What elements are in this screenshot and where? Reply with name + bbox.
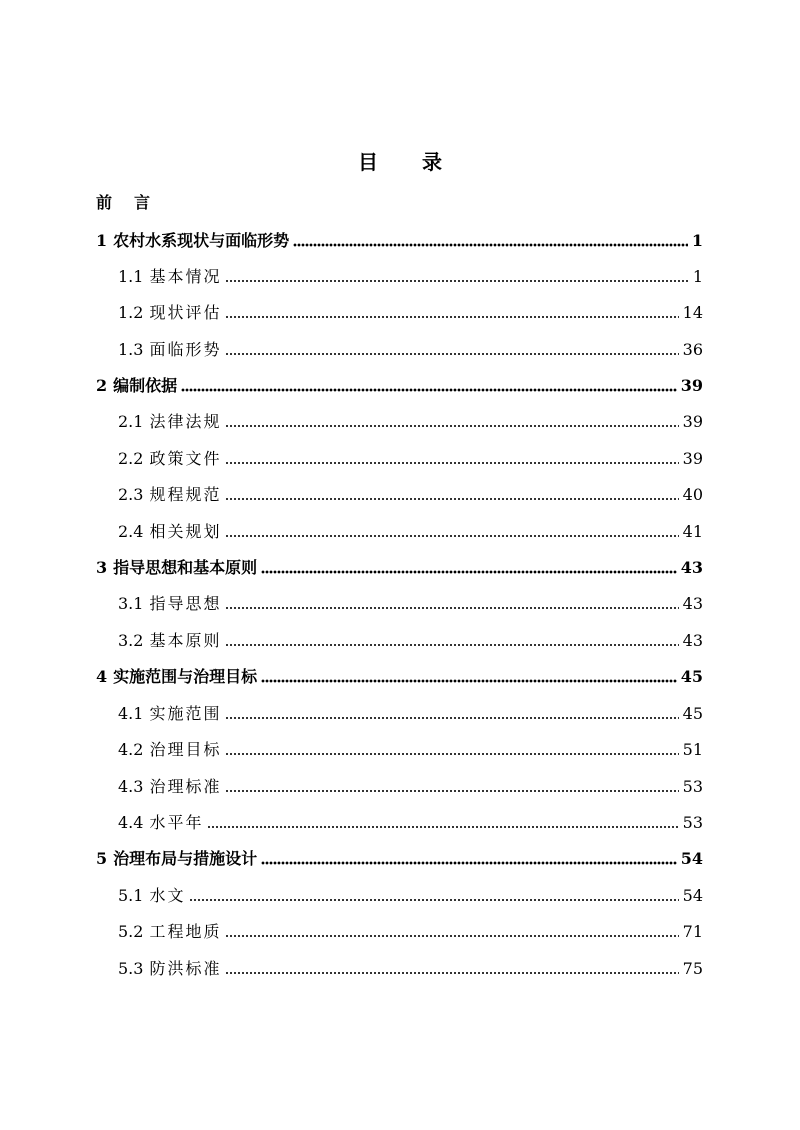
toc-entry-4-3[interactable] (118, 772, 703, 796)
dot-leader (225, 461, 678, 465)
dot-leader (225, 789, 678, 793)
toc-page-number: 53 (682, 777, 703, 796)
page-title (0, 146, 800, 175)
toc-number: 3.2 (118, 631, 144, 650)
toc-label: 农村水系现状与面临形势 (113, 231, 290, 250)
toc-page-number: 14 (682, 303, 703, 322)
toc-label: 基本情况 (149, 267, 222, 286)
toc-label: 政策文件 (149, 449, 222, 468)
toc-number: 2.3 (118, 485, 144, 504)
toc-entry-1-1[interactable] (118, 262, 703, 286)
toc-number: 4 (96, 667, 108, 686)
toc-entry-4[interactable] (96, 662, 703, 686)
dot-leader (225, 315, 678, 319)
toc-label: 水文 (149, 886, 186, 905)
dot-leader (225, 497, 678, 501)
toc-number: 3.1 (118, 594, 144, 613)
toc-label: 指导思想 (149, 594, 222, 613)
toc-number: 3 (96, 558, 108, 577)
toc-entry-2-3[interactable] (118, 480, 703, 504)
toc-page-number: 45 (680, 667, 703, 686)
dot-leader (225, 534, 678, 538)
toc-entry-1-3[interactable] (118, 335, 703, 359)
toc-page-number: 39 (680, 376, 703, 395)
toc-page-number: 39 (682, 412, 703, 431)
toc-page-number: 41 (682, 522, 703, 541)
toc-number: 5.3 (118, 959, 144, 978)
toc-number: 4.4 (118, 813, 144, 832)
dot-leader (225, 971, 678, 975)
toc-label: 工程地质 (149, 922, 222, 941)
toc-label: 实施范围 (149, 704, 222, 723)
toc-page-number: 36 (682, 340, 703, 359)
toc-page-number: 39 (682, 449, 703, 468)
toc-page-number: 43 (682, 631, 703, 650)
dot-leader (225, 716, 678, 720)
dot-leader (225, 424, 678, 428)
toc-label: 法律法规 (149, 412, 222, 431)
toc-number: 2.2 (118, 449, 144, 468)
toc-label: 治理布局与措施设计 (113, 849, 258, 868)
toc-label: 治理目标 (149, 740, 222, 759)
dot-leader (225, 643, 678, 647)
dot-leader (261, 861, 677, 865)
toc-number: 2.4 (118, 522, 144, 541)
toc-label: 实施范围与治理目标 (113, 667, 258, 686)
toc-number: 2.1 (118, 412, 144, 431)
toc-label: 规程规范 (149, 485, 222, 504)
dot-leader (225, 752, 678, 756)
toc-page-number: 54 (682, 886, 703, 905)
toc-number: 5.2 (118, 922, 144, 941)
toc-number: 1.3 (118, 340, 144, 359)
preface-heading[interactable]: 前言 (96, 193, 173, 212)
dot-leader (225, 352, 678, 356)
toc-entry-3-1[interactable] (118, 589, 703, 613)
toc-entry-4-4[interactable] (118, 808, 703, 832)
toc-entry-5-2[interactable] (118, 917, 703, 941)
toc-entry-3-2[interactable] (118, 626, 703, 650)
toc-page-number: 54 (680, 849, 703, 868)
toc-page-number: 40 (682, 485, 703, 504)
toc-label: 相关规划 (149, 522, 222, 541)
toc-label: 面临形势 (149, 340, 222, 359)
toc-page-number: 51 (682, 740, 703, 759)
dot-leader (293, 243, 688, 247)
dot-leader (189, 898, 678, 902)
toc-number: 4.2 (118, 740, 144, 759)
toc-label: 基本原则 (149, 631, 222, 650)
toc-page-number: 53 (682, 813, 703, 832)
toc-number: 5 (96, 849, 108, 868)
title-char-1: 目 (358, 150, 378, 174)
toc-label: 治理标准 (149, 777, 222, 796)
dot-leader (225, 934, 678, 938)
dot-leader (225, 606, 678, 610)
toc-page-number: 45 (682, 704, 703, 723)
toc-entry-2[interactable] (96, 371, 703, 395)
toc-entry-1[interactable] (96, 226, 703, 250)
toc-label: 指导思想和基本原则 (113, 558, 258, 577)
toc-label: 编制依据 (113, 376, 178, 395)
toc-number: 1 (96, 231, 108, 250)
toc-page-number: 71 (682, 922, 703, 941)
toc-page-number: 1 (692, 267, 703, 286)
dot-leader (261, 679, 677, 683)
toc-number: 5.1 (118, 886, 144, 905)
toc-entry-5-1[interactable] (118, 881, 703, 905)
toc-number: 1.2 (118, 303, 144, 322)
dot-leader (225, 279, 688, 283)
toc-entry-2-2[interactable] (118, 444, 703, 468)
toc-entry-1-2[interactable] (118, 298, 703, 322)
toc-label: 防洪标准 (149, 959, 222, 978)
toc-label: 现状评估 (149, 303, 222, 322)
title-char-2: 录 (422, 150, 442, 174)
toc-number: 4.1 (118, 704, 144, 723)
toc-entry-2-1[interactable] (118, 407, 703, 431)
toc-entry-2-4[interactable] (118, 517, 703, 541)
toc-entry-5[interactable] (96, 844, 703, 868)
toc-entry-4-2[interactable] (118, 735, 703, 759)
toc-entry-4-1[interactable] (118, 699, 703, 723)
dot-leader (181, 388, 677, 392)
dot-leader (207, 825, 678, 829)
toc-label: 水平年 (149, 813, 204, 832)
toc-page-number: 75 (682, 959, 703, 978)
toc-entry-3[interactable] (96, 553, 703, 577)
dot-leader (261, 570, 677, 574)
toc-entry-5-3[interactable] (118, 954, 703, 978)
toc-page-number: 43 (680, 558, 703, 577)
toc-number: 4.3 (118, 777, 144, 796)
toc-number: 1.1 (118, 267, 144, 286)
toc-number: 2 (96, 376, 108, 395)
toc-page-number: 1 (691, 231, 703, 250)
toc-page-number: 43 (682, 594, 703, 613)
